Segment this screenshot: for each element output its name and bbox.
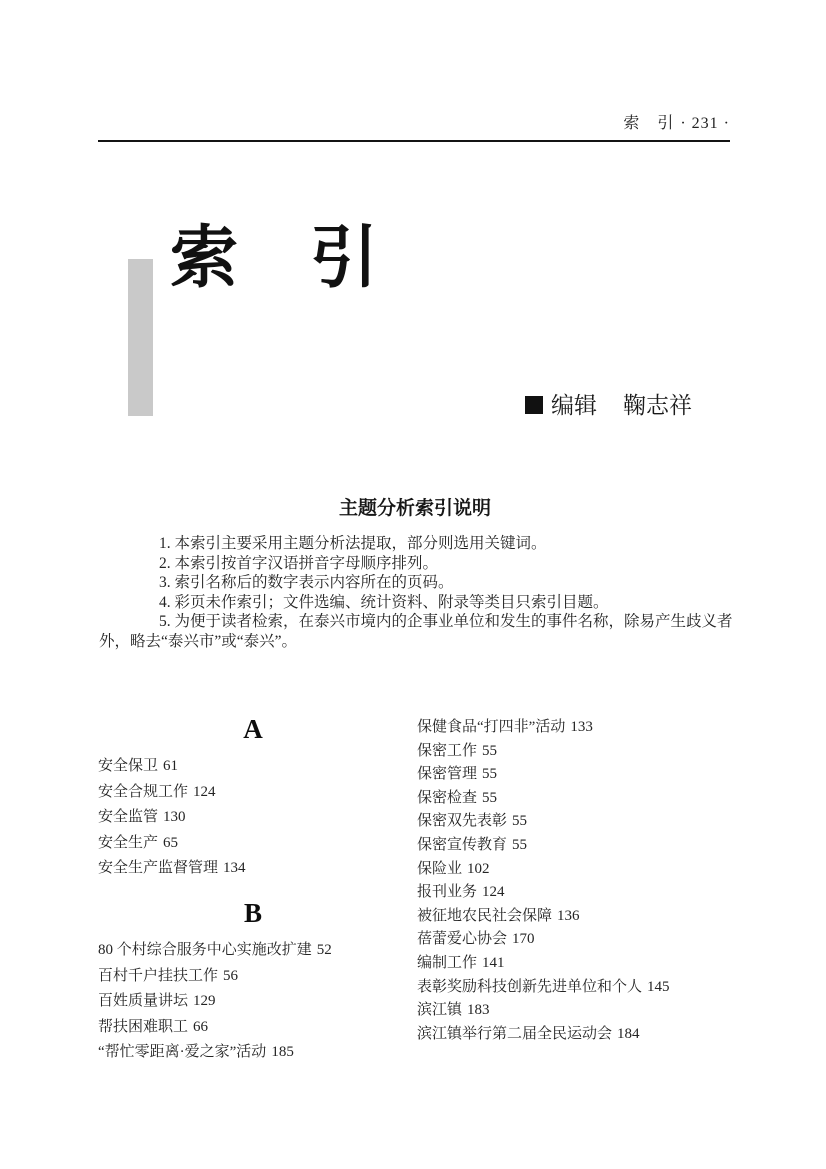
index-entry-page: 52 bbox=[316, 941, 332, 958]
index-entry bbox=[417, 834, 735, 858]
index-entry bbox=[98, 989, 408, 1015]
index-entry-term: 帮扶困难职工 bbox=[98, 1018, 189, 1035]
index-entry-term: 安全保卫 bbox=[98, 758, 159, 774]
index-entry-term: 滨江镇举行第二届全民运动会 bbox=[417, 1025, 613, 1042]
index-entry bbox=[417, 1023, 735, 1047]
section-letter-B: B bbox=[243, 897, 262, 928]
index-entry bbox=[417, 905, 735, 929]
index-entry bbox=[417, 858, 735, 882]
index-entry bbox=[417, 952, 735, 976]
index-entry bbox=[98, 1040, 408, 1066]
index-entry bbox=[417, 928, 735, 952]
index-entry bbox=[98, 964, 408, 990]
index-entry-term: 保密检查 bbox=[417, 789, 478, 806]
index-entry-term: 滨江镇 bbox=[417, 1002, 463, 1019]
note-item-1: 1. 本索引主要采用主题分析法提取，部分则选用关键词。 bbox=[159, 535, 547, 552]
index-entry bbox=[98, 754, 408, 780]
black-square-icon bbox=[525, 396, 543, 414]
note-item-5: 5. 为便于读者检索，在泰兴市境内的企事业单位和发生的事件名称，除易产生歧义者外，略去“泰兴市”或“泰兴”。 bbox=[99, 613, 733, 650]
index-entry-term: “帮忙零距离·爱之家”活动 bbox=[98, 1044, 267, 1061]
index-entry bbox=[98, 856, 408, 882]
notes-heading: 主题分析索引说明 bbox=[338, 497, 491, 519]
note-item-2: 2. 本索引按首字汉语拼音字母顺序排列。 bbox=[159, 554, 439, 572]
index-entry-page: 55 bbox=[482, 742, 498, 759]
index-entry-term: 保密宣传教育 bbox=[417, 836, 508, 853]
index-entry-page: 133 bbox=[570, 719, 593, 735]
index-entry bbox=[98, 805, 408, 831]
index-entry-term: 安全生产监督管理 bbox=[98, 860, 219, 877]
index-entry bbox=[417, 881, 735, 905]
index-entry-page: 130 bbox=[163, 809, 186, 826]
index-entry-page: 136 bbox=[557, 907, 580, 924]
index-entry bbox=[98, 938, 408, 964]
index-entry-term: 表彰奖励科技创新先进单位和个人 bbox=[417, 978, 643, 995]
note-item-3: 3. 索引名称后的数字表示内容所在的页码。 bbox=[159, 574, 454, 592]
index-entry-page: 184 bbox=[617, 1025, 640, 1042]
index-entry-page: 102 bbox=[467, 860, 490, 877]
index-entry-page: 55 bbox=[482, 766, 498, 783]
editor-line bbox=[525, 387, 692, 420]
notes-list bbox=[99, 534, 733, 652]
index-entry-term: 保险业 bbox=[417, 860, 463, 877]
index-entry bbox=[98, 831, 408, 857]
index-entry-page: 124 bbox=[193, 783, 216, 800]
index-entry bbox=[417, 740, 735, 764]
index-entry-term: 安全合规工作 bbox=[98, 783, 189, 800]
index-entry-term: 80 个村综合服务中心实施改扩建 bbox=[98, 941, 312, 958]
index-entry-page: 55 bbox=[512, 813, 528, 830]
editor-name: 鞠志祥 bbox=[623, 393, 692, 418]
page-title: 索 引 bbox=[170, 220, 381, 296]
index-entry bbox=[417, 787, 735, 811]
running-header bbox=[98, 110, 730, 142]
index-entry-page: 55 bbox=[512, 836, 528, 853]
accent-bar bbox=[128, 259, 153, 416]
index-entry-page: 129 bbox=[193, 993, 216, 1010]
index-entry-page: 185 bbox=[271, 1044, 294, 1061]
index-entry-page: 55 bbox=[482, 789, 498, 806]
index-entry-page: 66 bbox=[193, 1018, 209, 1035]
index-entry-page: 141 bbox=[482, 954, 505, 971]
index-columns bbox=[98, 712, 735, 1066]
running-header-title: 索 引 bbox=[623, 115, 675, 132]
index-entry-page: 170 bbox=[512, 931, 535, 948]
index-entry-page: 65 bbox=[163, 834, 179, 851]
index-entry-term: 编制工作 bbox=[417, 954, 478, 971]
index-entry-page: 183 bbox=[467, 1002, 490, 1019]
note-item-4: 4. 彩页未作索引；文件选编、统计资料、附录等类目只索引目题。 bbox=[159, 593, 609, 611]
index-entry-term: 百姓质量讲坛 bbox=[98, 993, 189, 1010]
index-entry-term: 保密双先表彰 bbox=[417, 813, 508, 830]
index-entry-term: 报刊业务 bbox=[417, 884, 478, 901]
index-entry-page: 61 bbox=[163, 758, 179, 774]
index-entry bbox=[417, 999, 735, 1023]
index-entry bbox=[98, 780, 408, 806]
index-entry bbox=[417, 716, 735, 740]
index-entry bbox=[417, 763, 735, 787]
index-entry-page: 56 bbox=[223, 967, 239, 984]
index-entry-term: 保密管理 bbox=[417, 766, 478, 783]
index-right-column bbox=[417, 712, 735, 1066]
index-entry-term: 被征地农民社会保障 bbox=[417, 907, 553, 924]
editor-label: 编辑 bbox=[551, 393, 597, 418]
index-entry-page: 124 bbox=[482, 884, 505, 901]
section-letter-A: A bbox=[243, 714, 263, 744]
index-left-column bbox=[98, 712, 408, 1066]
index-entry-page: 145 bbox=[647, 978, 670, 995]
index-entry bbox=[98, 1015, 408, 1041]
index-entry-term: 百村千户挂扶工作 bbox=[98, 967, 219, 984]
index-entry-term: 安全监管 bbox=[98, 809, 159, 826]
index-entry-term: 蓓蕾爱心协会 bbox=[417, 931, 508, 948]
index-entry-page: 134 bbox=[223, 860, 246, 877]
index-entry bbox=[417, 810, 735, 834]
index-entry-term: 保健食品“打四非”活动 bbox=[417, 719, 566, 735]
page-number: · 231 · bbox=[680, 115, 730, 132]
index-entry-term: 保密工作 bbox=[417, 742, 478, 759]
index-entry bbox=[417, 976, 735, 1000]
index-entry-term: 安全生产 bbox=[98, 834, 159, 851]
